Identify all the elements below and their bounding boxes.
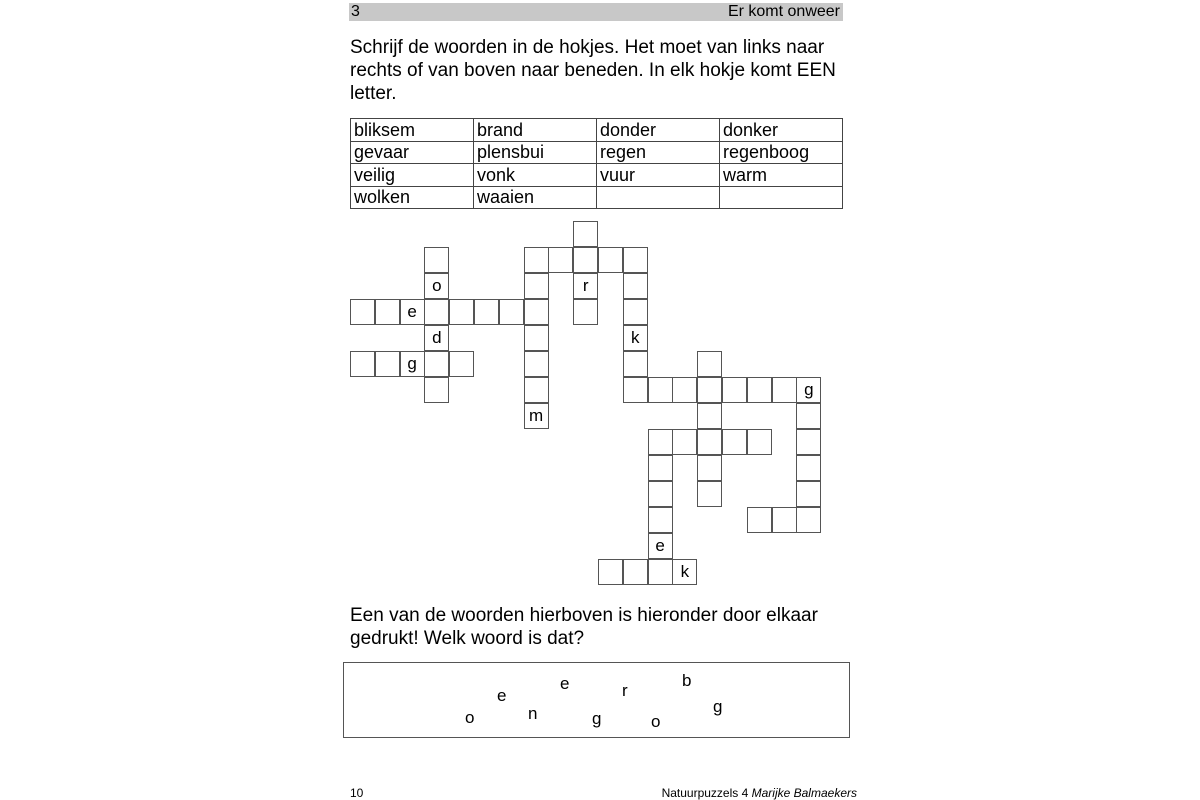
scrambled-letter: g [592, 709, 602, 728]
crossword-cell[interactable] [623, 273, 648, 299]
crossword-cell[interactable]: m [524, 403, 549, 429]
crossword-cell[interactable] [449, 299, 474, 325]
crossword-cell[interactable] [796, 429, 821, 455]
crossword-cell[interactable] [424, 377, 449, 403]
crossword-cell[interactable] [672, 429, 697, 455]
crossword-cell[interactable] [424, 247, 449, 273]
crossword-cell[interactable] [449, 351, 474, 377]
scrambled-letter: r [622, 681, 628, 700]
crossword-cell[interactable] [424, 351, 449, 377]
crossword-cell[interactable]: e [648, 533, 673, 559]
crossword-cell[interactable] [424, 299, 449, 325]
scrambled-letter: e [497, 686, 507, 705]
crossword-cell[interactable] [697, 481, 722, 507]
crossword-cell[interactable] [524, 273, 549, 299]
puzzle-title: Er komt onweer [727, 3, 840, 20]
word-table-cell: veilig [351, 164, 474, 187]
crossword-cell[interactable]: r [573, 273, 598, 299]
crossword-cell[interactable] [350, 299, 375, 325]
crossword-cell[interactable]: d [424, 325, 449, 351]
crossword-cell[interactable] [796, 481, 821, 507]
crossword-cell[interactable] [796, 507, 821, 533]
crossword-cell[interactable] [796, 455, 821, 481]
crossword-cell[interactable] [524, 299, 549, 325]
crossword-cell[interactable] [697, 455, 722, 481]
crossword-cell[interactable] [623, 351, 648, 377]
crossword-cell[interactable] [747, 429, 772, 455]
crossword-cell[interactable] [623, 559, 648, 585]
crossword-cell[interactable] [623, 299, 648, 325]
word-table-cell [597, 186, 720, 209]
crossword-cell[interactable] [648, 429, 673, 455]
crossword-cell[interactable] [573, 247, 598, 273]
word-table-cell: warm [720, 164, 843, 187]
footer-book: Natuurpuzzels 4 [661, 786, 749, 800]
crossword-cell[interactable] [796, 403, 821, 429]
footer-credit [662, 786, 857, 800]
footer-author: Marijke Balmaekers [751, 786, 857, 800]
word-table-cell: regen [597, 141, 720, 164]
crossword-cell[interactable] [747, 507, 772, 533]
crossword-cell[interactable] [648, 455, 673, 481]
word-table-cell: donder [597, 119, 720, 142]
crossword-cell[interactable] [499, 299, 524, 325]
crossword-cell[interactable] [623, 247, 648, 273]
crossword-cell[interactable] [648, 507, 673, 533]
scrambled-letter: o [465, 708, 475, 727]
word-table-cell: donker [720, 119, 843, 142]
header-bar [349, 3, 843, 21]
scrambled-letter: b [682, 671, 692, 690]
crossword-cell[interactable] [524, 325, 549, 351]
word-table-cell [720, 186, 843, 209]
word-table-cell: regenboog [720, 141, 843, 164]
word-list-table [350, 118, 843, 209]
crossword-cell[interactable] [598, 559, 623, 585]
word-table-cell: plensbui [474, 141, 597, 164]
crossword-cell[interactable] [648, 481, 673, 507]
crossword-cell[interactable] [697, 429, 722, 455]
word-table-cell: brand [474, 119, 597, 142]
puzzle-number: 3 [351, 3, 360, 20]
word-table-cell: vuur [597, 164, 720, 187]
crossword-cell[interactable] [524, 247, 549, 273]
crossword-cell[interactable] [573, 221, 598, 247]
crossword-cell[interactable]: g [400, 351, 425, 377]
crossword-cell[interactable] [598, 247, 623, 273]
crossword-cell[interactable] [747, 377, 772, 403]
word-table-cell: waaien [474, 186, 597, 209]
crossword-cell[interactable] [648, 377, 673, 403]
word-table-row [351, 119, 843, 142]
crossword-cell[interactable] [672, 377, 697, 403]
crossword-cell[interactable] [350, 351, 375, 377]
scrambled-word-box [343, 662, 850, 738]
crossword-cell[interactable]: k [672, 559, 697, 585]
crossword-cell[interactable] [623, 377, 648, 403]
crossword-cell[interactable] [474, 299, 499, 325]
crossword-cell[interactable]: o [424, 273, 449, 299]
crossword-cell[interactable] [375, 351, 400, 377]
scrambled-letter: e [560, 674, 570, 693]
crossword-cell[interactable]: k [623, 325, 648, 351]
crossword-cell[interactable] [772, 507, 797, 533]
crossword-cell[interactable]: e [400, 299, 425, 325]
crossword-cell[interactable] [697, 377, 722, 403]
scrambled-letter: g [713, 697, 723, 716]
scrambled-letter: o [651, 712, 661, 731]
instructions-text: Schrijf de woorden in de hokjes. Het moet van links naar rechts of van boven naar beneden. In elk hokje komt EEN letter. [350, 37, 836, 104]
crossword-cell[interactable] [548, 247, 573, 273]
word-table-row [351, 141, 843, 164]
crossword-cell[interactable] [375, 299, 400, 325]
crossword-cell[interactable] [722, 377, 747, 403]
crossword-cell[interactable] [697, 403, 722, 429]
crossword-cell[interactable] [722, 429, 747, 455]
crossword-cell[interactable] [524, 351, 549, 377]
footer-page-number: 10 [350, 786, 364, 800]
word-table-row [351, 186, 843, 209]
crossword-cell[interactable] [524, 377, 549, 403]
word-table-cell: wolken [351, 186, 474, 209]
question-text: Een van de woorden hierboven is hieronder door elkaar gedrukt! Welk woord is dat? [350, 605, 818, 649]
crossword-cell[interactable] [573, 299, 598, 325]
word-table-cell: vonk [474, 164, 597, 187]
word-table-cell: gevaar [351, 141, 474, 164]
word-table-row [351, 164, 843, 187]
crossword-cell[interactable] [648, 559, 673, 585]
crossword-cell[interactable] [697, 351, 722, 377]
crossword-cell[interactable] [772, 377, 797, 403]
scrambled-letter: n [528, 704, 538, 723]
word-table-cell: bliksem [351, 119, 474, 142]
crossword-cell[interactable]: g [796, 377, 821, 403]
